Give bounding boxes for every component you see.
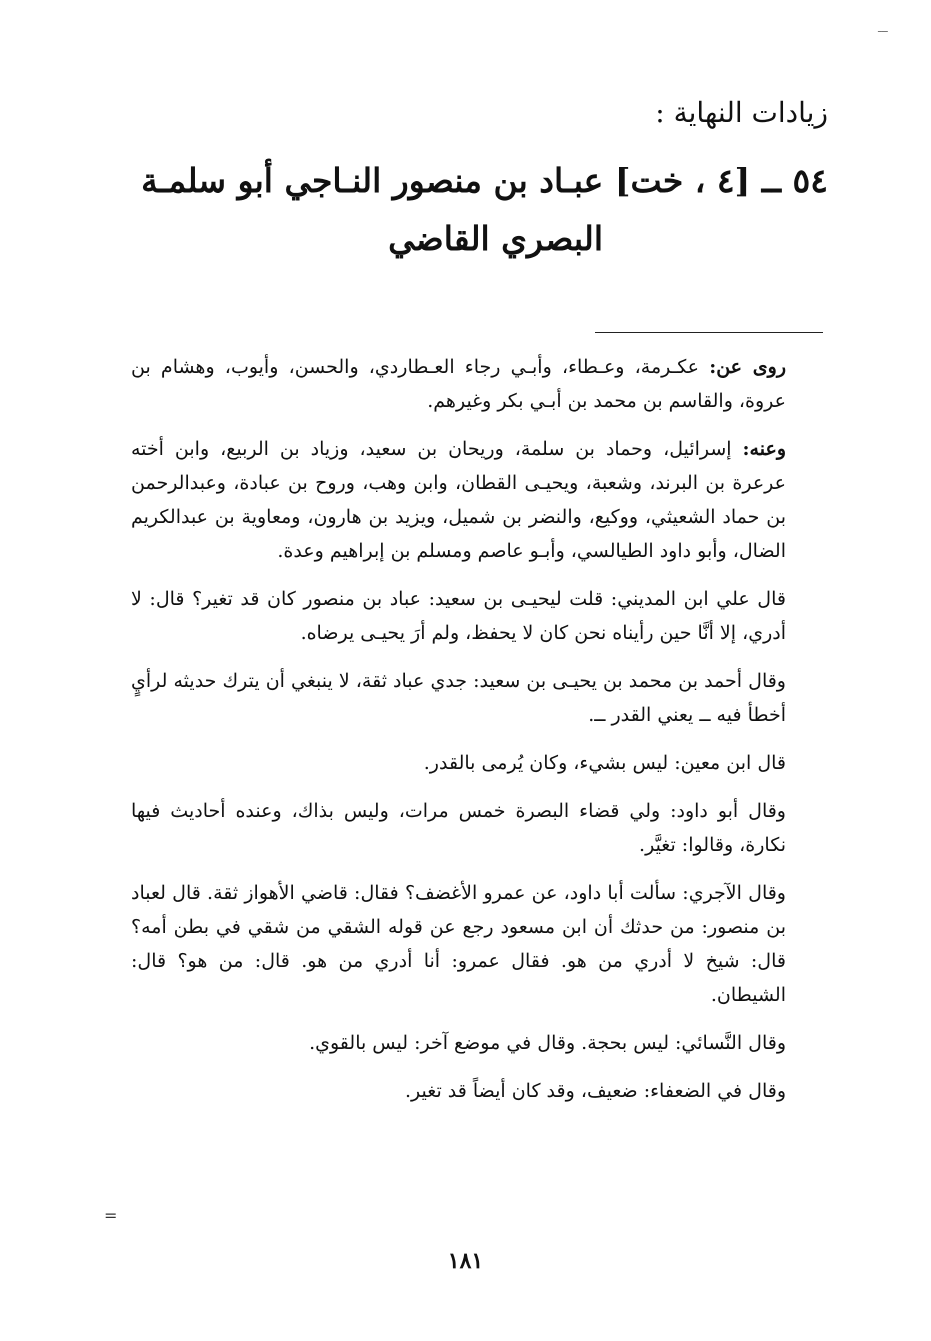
paragraph-text: قال علي ابن المديني: قلت ليحيـى بن سعيد: عباد بن منصور كان قد تغير؟ قال: لا أدري، إلا أنَّا حين رأيناه نحن كان لا يحفظ، ولم أرَ يحيـى يرضاه.	[131, 588, 786, 644]
entry-title-line2: البصري القاضي	[388, 219, 603, 258]
paragraph	[131, 664, 786, 732]
separator-rule	[595, 332, 823, 333]
section-heading: زيادات النهاية :	[655, 96, 828, 129]
entry-title	[138, 152, 828, 268]
paragraph	[131, 794, 786, 862]
paragraph-text: وقال أحمد بن محمد بن يحيـى بن سعيد: جدي عباد ثقة، لا ينبغي أن يترك حديثه لرأيٍ أخطأ فيه ــ يعني القدر ــ.	[131, 670, 786, 726]
paragraph-text: وقال النَّسائي: ليس بحجة. وقال في موضع آخر: ليس بالقوي.	[309, 1032, 786, 1054]
paragraph-text: إسرائيل، وحماد بن سلمة، وريحان بن سعيد، وزياد بن الربيع، وابن أخته عرعرة بن البرند، وشعبة، ويحيـى القطان، وابن وهب، وروح بن عبادة، وعبدالرحمن بن حماد الشعيثي، ووكيع، والنضر بن شميل، ويزيد بن هارون، ومعاوية بن عبدالكريم الضال، وأبو داود الطيالسي، وأبـو عاصم ومسلم بن إبراهيم وعدة.	[131, 438, 786, 562]
paragraph	[131, 746, 786, 780]
paragraph-text: وقال الآجري: سألت أبا داود، عن عمرو الأغضف؟ فقال: قاضي الأهواز ثقة. قال لعباد بن منصور: من حدثك أن ابن مسعود رجع عن قوله الشقي من شقي في بطن أمه؟ قال: شيخ لا أدري من هو. فقال عمرو: أنا أدري من هو. قال: من هو؟ قال: الشيطان.	[131, 882, 786, 1006]
paragraph-label: وعنه:	[742, 438, 786, 460]
paragraph-text: وقال أبو داود: ولي قضاء البصرة خمس مرات، وليس بذاك، وعنده أحاديث فيها نكارة، وقالوا: تغيَّر.	[131, 800, 786, 856]
corner-mark: ـــ	[878, 22, 888, 35]
paragraph-narrators-from	[131, 350, 786, 418]
entry-title-line1: ٥٤ ــ [٤ ، خت] عبـاد بن منصور النـاجي أبو سلمـة	[141, 161, 828, 200]
entry-body	[131, 350, 786, 1122]
paragraph	[131, 1074, 786, 1108]
paragraph	[131, 1026, 786, 1060]
margin-mark: =	[104, 1206, 118, 1225]
paragraph	[131, 876, 786, 1012]
paragraph-text: وقال في الضعفاء: ضعيف، وقد كان أيضاً قد تغير.	[405, 1080, 786, 1102]
paragraph-label: روى عن:	[709, 356, 786, 378]
paragraph-text: عكـرمة، وعـطاء، وأبـي رجاء العـطاردي، والحسن، وأيوب، وهشام بن عروة، والقاسم بن محمد بن أبـي بكر وغيرهم.	[131, 356, 786, 412]
paragraph-narrators-by	[131, 432, 786, 568]
page-number: ١٨١	[447, 1248, 484, 1274]
paragraph-text: قال ابن معين: ليس بشيء، وكان يُرمى بالقدر.	[423, 752, 786, 774]
paragraph	[131, 582, 786, 650]
